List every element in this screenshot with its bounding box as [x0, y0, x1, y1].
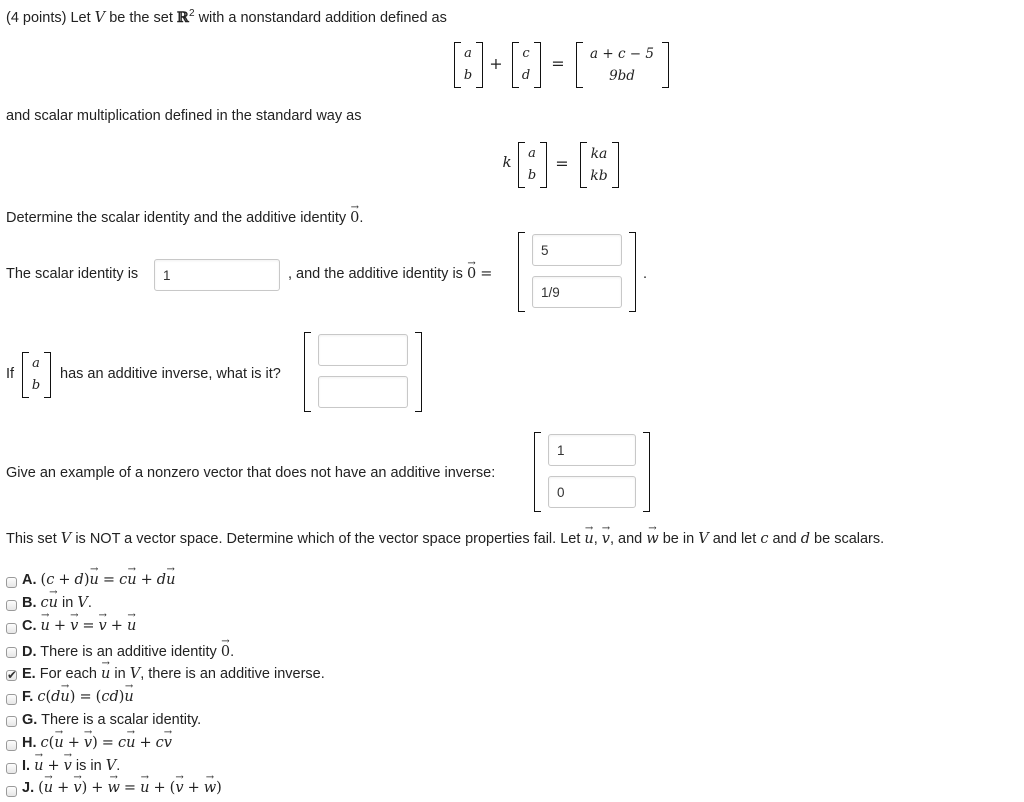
vector-v	[163, 727, 173, 751]
options-list	[0, 564, 700, 802]
additive-identity-text: , and the additive identity is	[288, 266, 463, 282]
math-V: V	[698, 531, 709, 547]
plus-sign: +	[489, 54, 503, 73]
bracket-right	[612, 142, 619, 188]
math-c: c	[46, 572, 55, 588]
determine-line	[6, 202, 364, 226]
u-glyph: u	[166, 572, 176, 588]
arrow-glyph: →	[44, 772, 53, 783]
period: .	[359, 210, 364, 226]
checkbox-c[interactable]	[6, 623, 17, 634]
plus-sign: +	[58, 572, 71, 588]
scalar-k: k	[502, 153, 512, 171]
option-letter: E.	[22, 666, 36, 682]
plus-sign: +	[91, 780, 104, 796]
text: is NOT a vector space. Determine which of the vector space properties fail. Let	[75, 531, 581, 547]
equals-sign: =	[82, 618, 95, 634]
zero-glyph: 0	[466, 266, 477, 282]
u-glyph: u	[89, 572, 99, 588]
option-letter: D.	[22, 644, 37, 660]
option-text: There is an additive identity	[40, 644, 217, 660]
scalar-mult-text: and scalar multiplication defined in the standard way as	[6, 108, 362, 124]
vector-u	[34, 750, 44, 774]
u-glyph: u	[60, 689, 70, 705]
arrow-glyph: →	[109, 772, 118, 783]
vector-u	[40, 610, 50, 634]
bracket-right	[415, 332, 422, 412]
u-glyph: u	[126, 618, 137, 634]
text: and	[772, 531, 797, 547]
option-a[interactable]	[0, 564, 700, 592]
vector-u	[126, 610, 137, 634]
option-c-label	[22, 610, 137, 634]
math-c: c	[101, 689, 110, 705]
vec-a: a	[32, 356, 40, 371]
inverse-vector	[20, 350, 54, 400]
arrow-glyph: →	[124, 681, 134, 692]
v-glyph: v	[175, 780, 184, 796]
plus-sign: +	[140, 572, 153, 588]
math-R: ℝ	[176, 8, 189, 26]
option-letter: J.	[22, 780, 35, 796]
equals-sign: =	[101, 735, 114, 751]
additive-identity-top-input[interactable]: 5	[532, 234, 622, 266]
vec-b: b	[527, 168, 537, 183]
period: .	[116, 758, 121, 774]
option-f-label	[22, 681, 134, 705]
math-c: c	[37, 689, 46, 705]
math-d: d	[109, 689, 119, 705]
bracket-right	[662, 42, 669, 88]
text: , and	[610, 531, 643, 547]
arrow-glyph: →	[140, 772, 149, 783]
arrow-glyph: →	[34, 750, 43, 761]
option-letter: C.	[22, 618, 37, 634]
option-d-label	[22, 636, 235, 660]
option-j[interactable]	[0, 772, 700, 801]
vector-u	[43, 772, 54, 796]
w-glyph: w	[203, 780, 217, 796]
result-top: ka	[590, 146, 608, 162]
vec-a: a	[464, 46, 472, 61]
u-glyph: u	[40, 618, 50, 634]
paren: (	[38, 780, 44, 796]
v-glyph: v	[98, 618, 107, 634]
plus-sign: +	[67, 735, 80, 751]
inverse-if: If	[6, 366, 15, 382]
math-c: c	[760, 531, 769, 547]
inverse-question: has an additive inverse, what is it?	[60, 366, 281, 382]
u-glyph: u	[124, 689, 134, 705]
checkbox-h[interactable]	[6, 740, 17, 751]
bracket-right	[540, 142, 547, 188]
math-c: c	[117, 735, 127, 751]
plus-sign: +	[187, 780, 200, 796]
bracket-right	[534, 42, 541, 88]
w-glyph: w	[646, 531, 659, 547]
arrow-glyph: →	[127, 610, 136, 621]
additive-identity-bottom-input[interactable]: 1/9	[532, 276, 622, 308]
arrow-glyph: →	[467, 258, 476, 269]
vec-c: c	[522, 46, 530, 61]
option-i[interactable]	[0, 750, 700, 778]
paren: )	[83, 572, 90, 588]
v-glyph: v	[83, 735, 93, 751]
intro-text-2: be the set	[109, 9, 173, 26]
math-d: d	[74, 572, 84, 588]
vector-v	[83, 727, 93, 751]
arrow-glyph: →	[83, 727, 93, 738]
arrow-glyph: →	[60, 681, 70, 692]
arrow-glyph: →	[163, 727, 173, 738]
scalar-identity-input[interactable]: 1	[154, 259, 280, 291]
paren: )	[81, 780, 88, 796]
option-letter: A.	[22, 572, 37, 588]
v-glyph: v	[70, 618, 79, 634]
v-glyph: v	[163, 735, 172, 751]
option-h[interactable]	[0, 727, 700, 755]
text-is-in: in	[62, 595, 74, 611]
arrow-glyph: →	[70, 610, 79, 621]
checkbox-j[interactable]	[6, 786, 17, 797]
plus-sign: +	[153, 780, 166, 796]
addition-equation	[450, 40, 680, 92]
arrow-glyph: →	[98, 610, 107, 621]
text: This set	[6, 531, 57, 547]
vector-w	[203, 772, 217, 796]
arrow-glyph: →	[584, 523, 594, 534]
math-d: d	[800, 531, 810, 547]
vector-v	[175, 772, 184, 796]
option-j-label	[22, 772, 222, 796]
u-glyph: u	[34, 758, 44, 774]
text: be in	[662, 531, 695, 547]
check-icon: ✔	[7, 668, 18, 682]
vector-u	[89, 564, 99, 588]
bracket-left	[534, 432, 541, 512]
result-top: a + c − 5	[590, 46, 654, 62]
paren: )	[92, 735, 98, 751]
vector-v	[601, 523, 611, 547]
option-letter: F.	[22, 689, 34, 705]
vector-w	[646, 523, 659, 547]
vector-u	[101, 658, 111, 682]
option-i-label	[22, 750, 121, 774]
v-glyph: v	[601, 531, 610, 547]
equals-sign: =	[123, 780, 137, 796]
paren: )	[69, 689, 76, 705]
arrow-glyph: →	[166, 564, 175, 575]
option-g[interactable]	[0, 711, 700, 733]
bracket-right	[476, 42, 483, 88]
paren: (	[48, 735, 55, 751]
vector-u	[124, 681, 134, 705]
inverse-bottom-input[interactable]	[318, 376, 408, 408]
plus-sign: +	[139, 735, 152, 751]
option-text: is in	[75, 758, 102, 774]
option-text: There is a scalar identity.	[41, 712, 202, 728]
math-c: c	[119, 572, 128, 588]
equals-sign: =	[102, 572, 116, 588]
intro-line	[6, 8, 447, 26]
arrow-glyph: →	[127, 564, 137, 575]
option-g-label	[22, 712, 201, 728]
additive-identity-label	[288, 258, 493, 282]
arrow-glyph: →	[89, 564, 99, 575]
vec-b: b	[463, 68, 473, 83]
text: be scalars.	[814, 531, 885, 547]
result-bottom: kb	[590, 168, 608, 184]
vector-v	[70, 610, 79, 634]
u-glyph: u	[101, 666, 111, 682]
checkbox-b[interactable]	[6, 600, 17, 611]
bracket-right	[629, 232, 636, 312]
math-V: V	[77, 595, 88, 611]
u-glyph: u	[140, 780, 150, 796]
arrow-glyph: →	[221, 636, 230, 647]
vector-u	[60, 681, 70, 705]
arrow-glyph: →	[175, 772, 184, 783]
arrow-glyph: →	[350, 202, 359, 213]
arrow-glyph: →	[41, 610, 50, 621]
paren: (	[95, 689, 102, 705]
math-d: d	[51, 689, 61, 705]
plus-sign: +	[47, 758, 60, 774]
zero-vector	[220, 636, 231, 660]
arrow-glyph: →	[205, 772, 215, 783]
vector-u	[54, 727, 64, 751]
option-text: For each	[39, 666, 97, 682]
vector-u	[127, 564, 137, 588]
vec-d: d	[521, 68, 531, 83]
vector-v	[63, 750, 73, 774]
vec-a: a	[528, 146, 536, 161]
vector-u	[166, 564, 176, 588]
u-glyph: u	[54, 735, 64, 751]
scalar-equation	[500, 140, 630, 192]
determine-text: Determine the scalar identity and the additive identity	[6, 210, 347, 226]
scalar-identity-label: The scalar identity is	[6, 266, 139, 282]
plus-sign: +	[57, 780, 70, 796]
paren: (	[45, 689, 52, 705]
vector-w	[107, 772, 120, 796]
checkbox-f[interactable]	[6, 694, 17, 705]
bracket-left	[304, 332, 311, 412]
nonzero-top-input[interactable]: 1	[548, 434, 636, 466]
arrow-glyph: →	[63, 750, 73, 761]
period: .	[230, 644, 235, 660]
option-h-label	[22, 727, 173, 751]
option-f[interactable]	[0, 681, 700, 709]
arrow-glyph: →	[101, 658, 110, 669]
inverse-top-input[interactable]	[318, 334, 408, 366]
zero-glyph: 0	[350, 210, 360, 226]
option-letter: B.	[22, 595, 37, 611]
arrow-glyph: →	[54, 727, 64, 738]
math-V: V	[129, 666, 141, 682]
option-text: , there is an additive inverse.	[140, 666, 325, 682]
zero-glyph: 0	[220, 644, 231, 660]
math-V: V	[105, 758, 117, 774]
u-glyph: u	[48, 595, 58, 611]
u-glyph: u	[43, 780, 54, 796]
equals-sign: =	[79, 689, 92, 705]
checkbox-g[interactable]	[6, 716, 17, 727]
checkbox-d[interactable]	[6, 647, 17, 658]
u-glyph: u	[584, 531, 594, 547]
w-glyph: w	[107, 780, 120, 796]
arrow-glyph: →	[73, 772, 82, 783]
arrow-glyph: →	[601, 523, 611, 534]
arrow-glyph: →	[126, 727, 135, 738]
plus-sign: +	[110, 618, 123, 634]
vector-v	[73, 772, 82, 796]
option-letter: G.	[22, 712, 38, 728]
option-b-label	[22, 587, 92, 611]
vec-b: b	[31, 378, 41, 393]
arrow-glyph: →	[648, 523, 657, 534]
equals-sign: =	[555, 154, 569, 173]
intro-text-3: with a nonstandard addition defined as	[198, 9, 447, 26]
bracket-left	[518, 232, 525, 312]
bracket-right	[44, 352, 51, 398]
v-glyph: v	[63, 758, 72, 774]
vector-u	[48, 587, 58, 611]
comma: ,	[593, 531, 598, 547]
vector-v	[98, 610, 107, 634]
nonzero-bottom-input[interactable]: 0	[548, 476, 636, 508]
math-V: V	[60, 531, 72, 547]
checkbox-i[interactable]	[6, 763, 17, 774]
vector-u	[584, 523, 594, 547]
bracket-right	[643, 432, 650, 512]
option-letter: H.	[22, 735, 37, 751]
zero-vector	[350, 202, 360, 226]
math-c: c	[155, 735, 164, 751]
arrow-glyph: →	[49, 587, 58, 598]
not-vector-space-line	[6, 523, 885, 547]
u-glyph: u	[126, 735, 136, 751]
option-a-label	[22, 564, 176, 588]
math-sup: 2	[188, 8, 195, 19]
u-glyph: u	[127, 572, 137, 588]
intro-text: (4 points) Let	[6, 9, 91, 26]
checkbox-e[interactable]	[6, 670, 17, 681]
option-e-label	[22, 658, 325, 682]
option-text: in	[114, 666, 126, 682]
paren: (	[40, 572, 47, 588]
paren: )	[216, 780, 222, 796]
math-V: V	[94, 9, 106, 26]
period: .	[87, 595, 92, 611]
option-e[interactable]	[0, 658, 700, 687]
option-c[interactable]	[0, 610, 700, 638]
option-letter: I.	[22, 758, 31, 774]
equals-sign: =	[551, 54, 565, 73]
result-bottom: 9bd	[609, 68, 635, 84]
math-d: d	[156, 572, 167, 588]
nonzero-question: Give an example of a nonzero vector that does not have an additive inverse:	[6, 465, 496, 481]
equals-sign: =	[480, 266, 493, 282]
math-c: c	[40, 735, 49, 751]
text: and let	[712, 531, 757, 547]
math-c: c	[40, 595, 49, 611]
plus-sign: +	[53, 618, 67, 634]
paren: (	[169, 780, 176, 796]
period: .	[643, 266, 648, 282]
checkbox-a[interactable]	[6, 577, 17, 588]
zero-vector	[466, 258, 477, 282]
vector-u	[126, 727, 136, 751]
vector-u	[140, 772, 150, 796]
paren: )	[118, 689, 125, 705]
v-glyph: v	[73, 780, 82, 796]
